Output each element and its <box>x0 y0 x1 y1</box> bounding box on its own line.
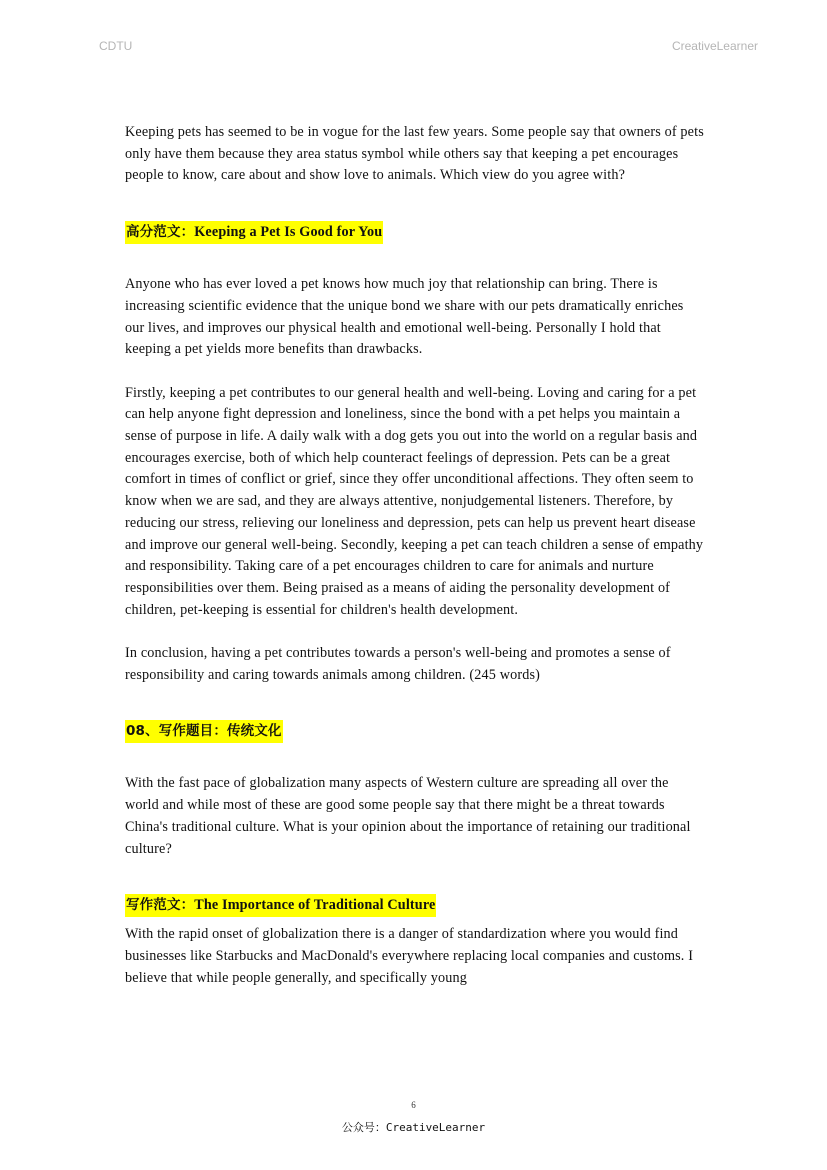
wechat-account-label: 公众号：CreativeLearner <box>341 1121 486 1134</box>
heading-sample-essay-pets <box>125 220 705 244</box>
essay-pets-paragraph-3: In conclusion, having a pet contributes towards a person's well-being and promotes a sense of responsibility and caring towards animals among children. (245 words) <box>125 645 671 683</box>
essay-pets-paragraph-2: Firstly, keeping a pet contributes to our general health and well-being. Loving and caring for a pet can help anyone fight depression and loneliness, since the bond with a pet helps you maintain a sense of purpose in life. A daily walk with a dog gets you out into the world on a regular basis and encourages exercise, both of which help counteract feelings of depression. Pets can be a great comfort in times of conflict or grief, since they offer unconditional affections. They often seem to know when we are sad, and they are always attentive, nonjudgemental listeners. Therefore, by reducing our stress, relieving our loneliness and depression, pets can help us prevent heart disease and improve our general well-being. Secondly, keeping a pet can teach children a sense of empathy and responsibility. Taking care of a pet encourages children to care for animals and nurture responsibilities over them. Being praised as a means of aiding the personality development of children, pet-keeping is essential for children's health development. <box>125 384 704 618</box>
header-right-label: CreativeLearner <box>671 39 758 53</box>
essay-culture-paragraph-1: With the rapid onset of globalization there is a danger of standardization where you would find businesses like Starbucks and MacDonald's everywhere replacing local companies and customs. I believe that while people generally, and specifically young <box>125 926 694 986</box>
heading-writing-topic-08 <box>125 719 705 743</box>
essay-pets-paragraph-1: Anyone who has ever loved a pet knows how much joy that relationship can bring. There is increasing scientific evidence that the unique bond we share with our pets dramatically enriches our lives, and improves our physical health and emotional well-being. Personally I hold that keeping a pet yields more benefits than drawbacks. <box>125 276 684 358</box>
page-number: 6 <box>411 1100 416 1110</box>
heading-sample-essay-culture <box>125 893 705 917</box>
prompt-pets: Keeping pets has seemed to be in vogue for the last few years. Some people say that owners of pets only have them because they area status symbol while others say that keeping a pet encourages people to know, care about and show love to animals. Which view do you agree with? <box>125 124 704 184</box>
heading-sample-essay-pets-label: 高分范文： <box>126 224 195 241</box>
heading-sample-essay-culture-title: The Importance of Traditional Culture <box>194 897 436 914</box>
heading-writing-topic-08-text: 08、写作题目：传统文化 <box>126 723 282 740</box>
prompt-traditional-culture: With the fast pace of globalization many aspects of Western culture are spreading all over the world and while most of these are good some people say that there might be a threat towards China's traditional culture. What is your opinion about the importance of retaining our traditional culture? <box>125 775 691 857</box>
header-left-label: CDTU <box>99 39 133 53</box>
heading-sample-essay-culture-label: 写作范文： <box>126 897 195 914</box>
heading-sample-essay-pets-title: Keeping a Pet Is Good for You <box>194 224 383 241</box>
document-body <box>125 122 705 989</box>
